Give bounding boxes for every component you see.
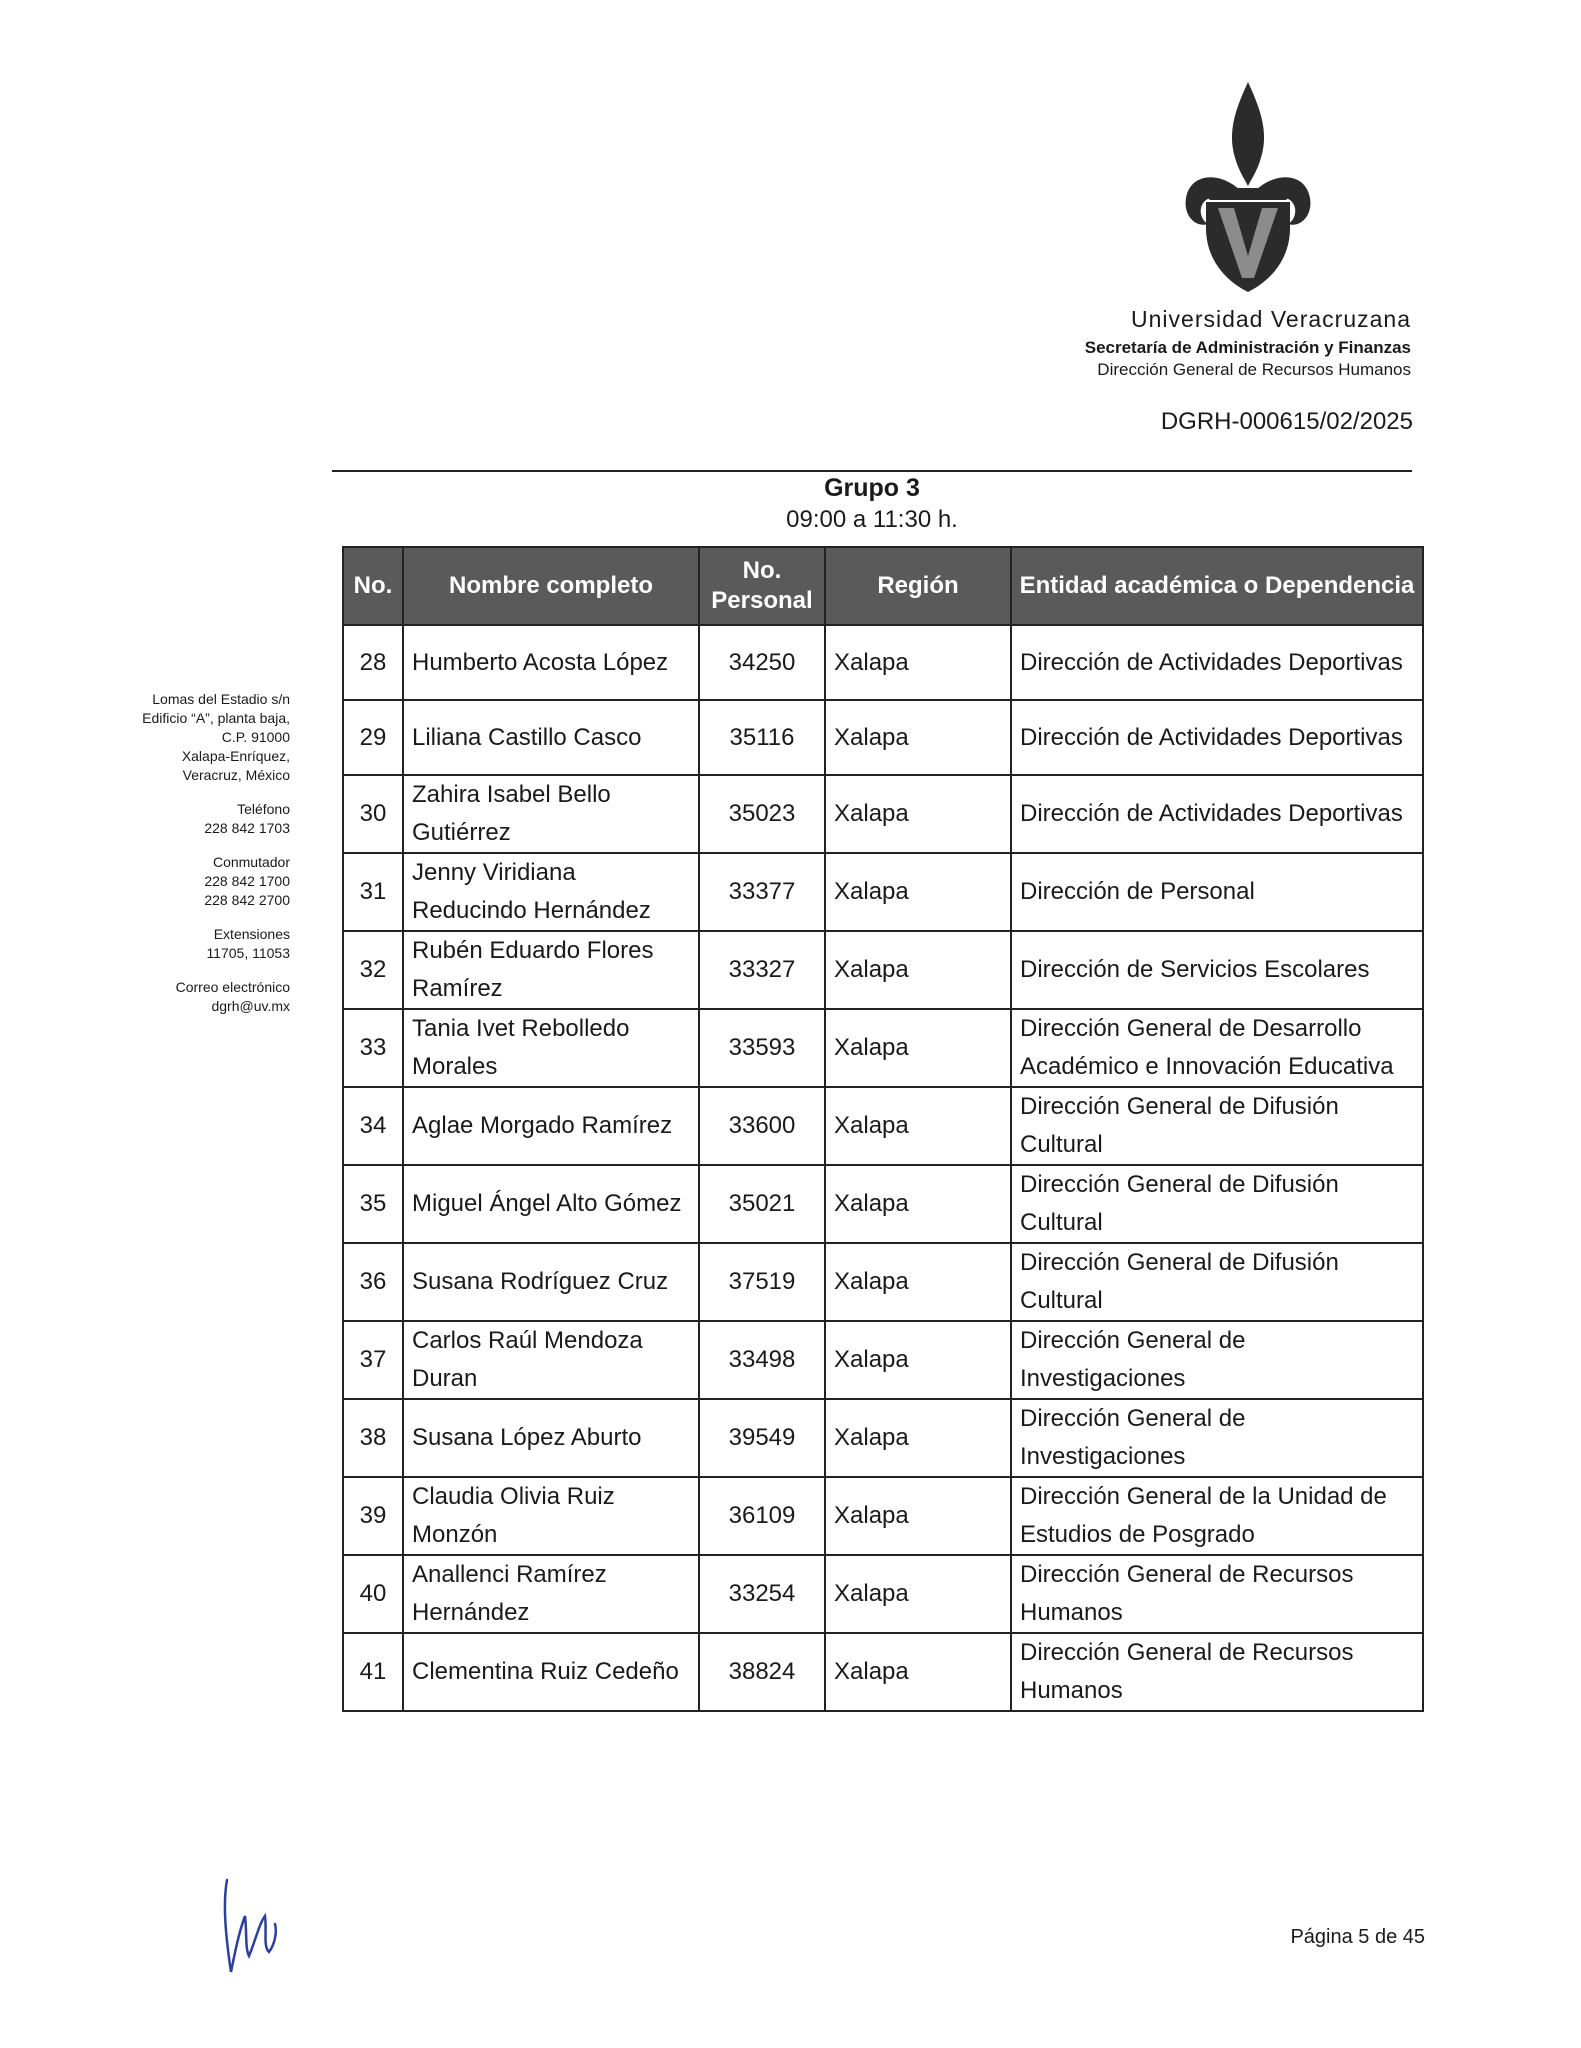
- cell-region: Xalapa: [825, 625, 1011, 700]
- handwritten-signature-icon: [215, 1872, 285, 1982]
- cell-name: Susana López Aburto: [403, 1399, 699, 1477]
- cell-entity: Dirección General de Difusión Cultural: [1011, 1087, 1423, 1165]
- cell-no: 34: [343, 1087, 403, 1165]
- extensions-label: Extensiones: [213, 926, 290, 942]
- table-row: [343, 625, 1423, 700]
- cell-personal: 36109: [699, 1477, 825, 1555]
- cell-entity: Dirección de Actividades Deportivas: [1011, 700, 1423, 775]
- phone-label: Teléfono: [237, 801, 290, 817]
- cell-no: 37: [343, 1321, 403, 1399]
- cell-region: Xalapa: [825, 1477, 1011, 1555]
- address-line: C.P. 91000: [221, 729, 290, 745]
- cell-no: 32: [343, 931, 403, 1009]
- staff-table: [342, 546, 1424, 1712]
- cell-name: Liliana Castillo Casco: [403, 700, 699, 775]
- address-line: Veracruz, México: [182, 767, 290, 783]
- column-header-region: Región: [825, 547, 1011, 625]
- table-row: [343, 1243, 1423, 1321]
- cell-name: Susana Rodríguez Cruz: [403, 1243, 699, 1321]
- cell-region: Xalapa: [825, 1321, 1011, 1399]
- table-row: [343, 853, 1423, 931]
- cell-name: Rubén Eduardo Flores Ramírez: [403, 931, 699, 1009]
- cell-personal: 33254: [699, 1555, 825, 1633]
- column-header-no: No.: [343, 547, 403, 625]
- table-row: [343, 1477, 1423, 1555]
- cell-entity: Dirección General de la Unidad de Estudios de Posgrado: [1011, 1477, 1423, 1555]
- cell-personal: 37519: [699, 1243, 825, 1321]
- document-code: DGRH-000615/02/2025: [1160, 408, 1413, 435]
- address-block: [90, 690, 290, 785]
- institution-name: Universidad Veracruzana: [1131, 306, 1411, 332]
- uv-fleur-logo-icon: [1178, 78, 1318, 298]
- cell-entity: Dirección General de Recursos Humanos: [1011, 1633, 1423, 1711]
- cell-entity: Dirección General de Difusión Cultural: [1011, 1243, 1423, 1321]
- cell-region: Xalapa: [825, 775, 1011, 853]
- header-divider: [332, 470, 1412, 472]
- cell-name: Anallenci Ramírez Hernández: [403, 1555, 699, 1633]
- cell-region: Xalapa: [825, 1633, 1011, 1711]
- address-line: Edificio “A”, planta baja,: [142, 710, 290, 726]
- cell-no: 31: [343, 853, 403, 931]
- cell-entity: Dirección General de Investigaciones: [1011, 1321, 1423, 1399]
- cell-entity: Dirección General de Recursos Humanos: [1011, 1555, 1423, 1633]
- cell-no: 39: [343, 1477, 403, 1555]
- extensions-value: 11705, 11053: [206, 945, 290, 961]
- cell-personal: 39549: [699, 1399, 825, 1477]
- switchboard-label: Conmutador: [212, 854, 290, 870]
- cell-no: 35: [343, 1165, 403, 1243]
- cell-entity: Dirección de Actividades Deportivas: [1011, 625, 1423, 700]
- directorate-name: Dirección General de Recursos Humanos: [1097, 360, 1411, 379]
- cell-personal: 33593: [699, 1009, 825, 1087]
- secretariat-name: Secretaría de Administración y Finanzas: [1084, 338, 1411, 357]
- cell-region: Xalapa: [825, 700, 1011, 775]
- cell-personal: 38824: [699, 1633, 825, 1711]
- cell-name: Aglae Morgado Ramírez: [403, 1087, 699, 1165]
- extensions-block: [90, 925, 290, 963]
- cell-region: Xalapa: [825, 1243, 1011, 1321]
- column-header-personal: No. Personal: [699, 547, 825, 625]
- table-row: [343, 1399, 1423, 1477]
- column-header-entity: Entidad académica o Dependencia: [1011, 547, 1423, 625]
- cell-name: Jenny Viridiana Reducindo Hernández: [403, 853, 699, 931]
- table-row: [343, 1165, 1423, 1243]
- address-line: Lomas del Estadio s/n: [152, 691, 290, 707]
- cell-personal: 34250: [699, 625, 825, 700]
- switchboard-block: [90, 853, 290, 910]
- cell-no: 28: [343, 625, 403, 700]
- cell-personal: 33600: [699, 1087, 825, 1165]
- group-time: 09:00 a 11:30 h.: [786, 506, 958, 533]
- cell-personal: 35116: [699, 700, 825, 775]
- email-label: Correo electrónico: [175, 979, 290, 995]
- address-line: Xalapa-Enríquez,: [181, 748, 290, 764]
- cell-personal: 35023: [699, 775, 825, 853]
- cell-region: Xalapa: [825, 853, 1011, 931]
- cell-personal: 33377: [699, 853, 825, 931]
- cell-entity: Dirección General de Investigaciones: [1011, 1399, 1423, 1477]
- table-body: [343, 625, 1423, 1711]
- table-row: [343, 1009, 1423, 1087]
- cell-name: Zahira Isabel Bello Gutiérrez: [403, 775, 699, 853]
- cell-name: Claudia Olivia Ruiz Monzón: [403, 1477, 699, 1555]
- cell-region: Xalapa: [825, 1555, 1011, 1633]
- cell-no: 41: [343, 1633, 403, 1711]
- table-header-row: [343, 547, 1423, 625]
- phone-number: 228 842 1703: [204, 820, 290, 836]
- table-row: [343, 1633, 1423, 1711]
- email-value: dgrh@uv.mx: [211, 998, 290, 1014]
- cell-no: 36: [343, 1243, 403, 1321]
- phone-block: [90, 800, 290, 838]
- cell-name: Carlos Raúl Mendoza Duran: [403, 1321, 699, 1399]
- table-row: [343, 1555, 1423, 1633]
- cell-entity: Dirección de Personal: [1011, 853, 1423, 931]
- cell-personal: 33498: [699, 1321, 825, 1399]
- switchboard-number: 228 842 2700: [204, 892, 290, 908]
- table-row: [343, 1321, 1423, 1399]
- staff-table-wrapper: [342, 546, 1424, 1712]
- cell-region: Xalapa: [825, 1165, 1011, 1243]
- cell-entity: Dirección de Servicios Escolares: [1011, 931, 1423, 1009]
- cell-name: Miguel Ángel Alto Gómez: [403, 1165, 699, 1243]
- table-row: [343, 1087, 1423, 1165]
- group-title: Grupo 3: [824, 474, 920, 502]
- cell-name: Tania Ivet Rebolledo Morales: [403, 1009, 699, 1087]
- cell-region: Xalapa: [825, 1087, 1011, 1165]
- cell-no: 40: [343, 1555, 403, 1633]
- cell-no: 38: [343, 1399, 403, 1477]
- cell-region: Xalapa: [825, 1399, 1011, 1477]
- cell-no: 30: [343, 775, 403, 853]
- cell-no: 33: [343, 1009, 403, 1087]
- column-header-name: Nombre completo: [403, 547, 699, 625]
- cell-personal: 35021: [699, 1165, 825, 1243]
- cell-entity: Dirección General de Difusión Cultural: [1011, 1165, 1423, 1243]
- cell-name: Humberto Acosta López: [403, 625, 699, 700]
- cell-entity: Dirección General de Desarrollo Académico e Innovación Educativa: [1011, 1009, 1423, 1087]
- cell-entity: Dirección de Actividades Deportivas: [1011, 775, 1423, 853]
- table-row: [343, 700, 1423, 775]
- table-row: [343, 931, 1423, 1009]
- cell-no: 29: [343, 700, 403, 775]
- cell-region: Xalapa: [825, 1009, 1011, 1087]
- cell-region: Xalapa: [825, 931, 1011, 1009]
- cell-personal: 33327: [699, 931, 825, 1009]
- email-block: [90, 978, 290, 1016]
- contact-sidebar: [90, 690, 290, 1031]
- cell-name: Clementina Ruiz Cedeño: [403, 1633, 699, 1711]
- page-number: Página 5 de 45: [1290, 1926, 1425, 1948]
- switchboard-number: 228 842 1700: [204, 873, 290, 889]
- table-row: [343, 775, 1423, 853]
